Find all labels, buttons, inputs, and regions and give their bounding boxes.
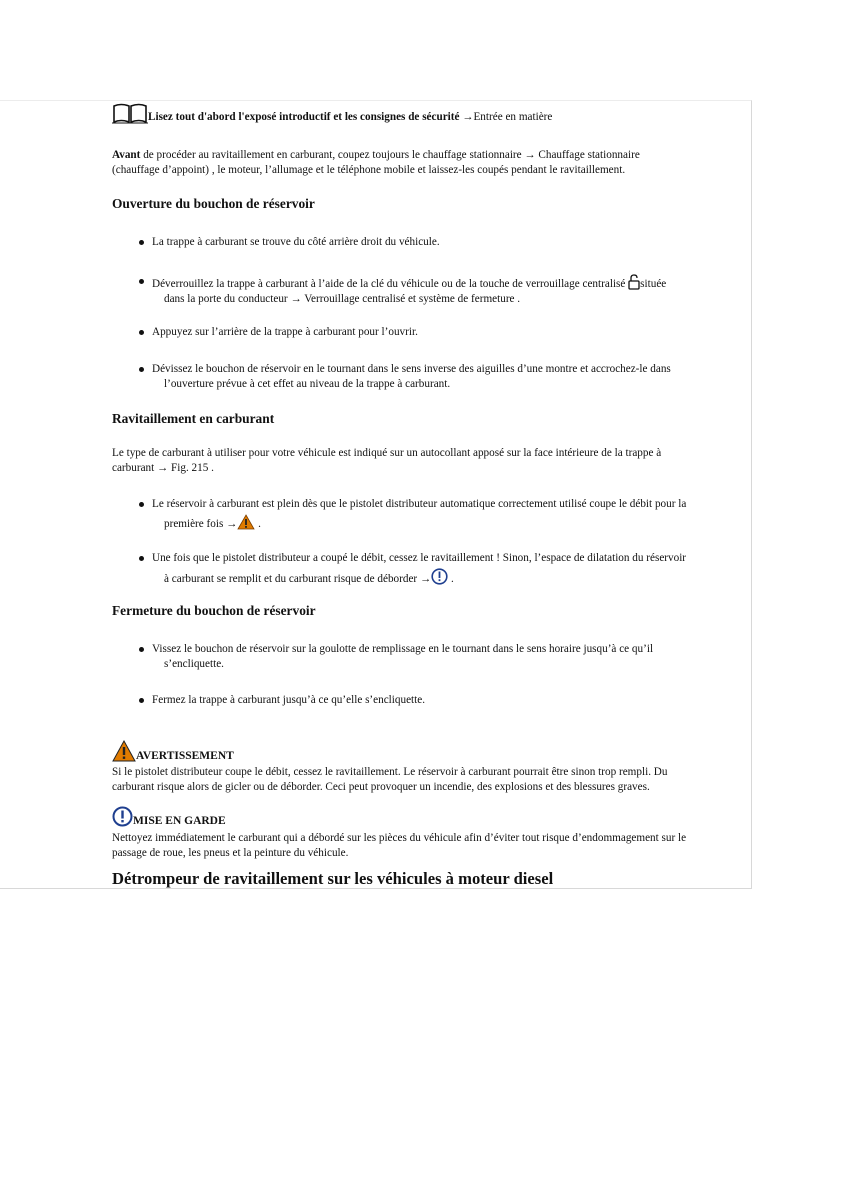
warning-line: carburant risque alors de gicler ou de déborder. Ceci peut provoquer un incendie, des explosions et des blessures graves.	[112, 781, 650, 793]
caution-icon	[112, 806, 133, 827]
section-title-ouverture: Ouverture du bouchon de réservoir	[112, 196, 315, 211]
bullet-dot	[139, 556, 144, 561]
caution-text	[112, 831, 686, 861]
section-title-detrompeur: Détrompeur de ravitaillement sur les véhicules à moteur diesel	[112, 869, 554, 888]
avant-bold: Avant	[112, 149, 141, 161]
bullet-text: Fermez la trappe à carburant jusqu’à ce qu’elle s’encliquette.	[152, 694, 426, 706]
bullet-text: La trappe à carburant se trouve du côté arrière droit du véhicule.	[152, 236, 440, 248]
list-item	[139, 362, 671, 392]
list-item	[139, 274, 666, 307]
unlock-icon	[628, 274, 640, 290]
avant-paragraph	[112, 148, 640, 178]
bullet-text: Appuyez sur l’arrière de la trappe à carburant pour l’ouvrir.	[152, 326, 418, 338]
bullet-dot	[139, 240, 144, 245]
bullet-text: .	[255, 518, 261, 530]
bullet-text: Dévissez le bouchon de réservoir en le tournant dans le sens inverse des aiguilles d’une montre et accrochez-le dans	[152, 363, 671, 375]
bullet-text: première fois →	[164, 518, 238, 530]
avant-line1: de procéder au ravitaillement en carburant, coupez toujours le chauffage stationnaire → Chauffage stationnaire	[140, 149, 640, 161]
list-item	[139, 325, 418, 340]
bullet-text: située	[640, 278, 667, 290]
section-title-fermeture: Fermeture du bouchon de réservoir	[112, 603, 316, 618]
list-item	[139, 693, 425, 708]
bullet-text: Une fois que le pistolet distributeur a coupé le débit, cessez le ravitaillement ! Sinon, l’espace de dilatation du réservoir	[152, 552, 687, 564]
bullet-dot	[139, 330, 144, 335]
bullet-dot	[139, 698, 144, 703]
intro-line	[112, 102, 552, 124]
bullet-text: Le réservoir à carburant est plein dès que le pistolet distributeur automatique correctement utilisé coupe le débit pour la	[152, 498, 687, 510]
bullet-dot	[139, 647, 144, 652]
bullet-text: Déverrouillez la trappe à carburant à l’aide de la clé du véhicule ou de la touche de verrouillage centralisé	[152, 278, 626, 290]
warning-title: AVERTISSEMENT	[136, 750, 234, 762]
section-title-ravitaillement: Ravitaillement en carburant	[112, 411, 275, 426]
bullet-text: l’ouverture prévue à cet effet au niveau de la trappe à carburant.	[164, 378, 451, 390]
warning-icon[interactable]	[237, 514, 255, 530]
bullet-text: Vissez le bouchon de réservoir sur la goulotte de remplissage en le tournant dans le sens horaire jusqu’à ce qu’il	[152, 643, 654, 655]
bullet-text: à carburant se remplit et du carburant risque de déborder →	[164, 573, 432, 585]
warning-header	[112, 740, 234, 762]
caution-icon[interactable]	[431, 568, 448, 585]
bullet-dot	[139, 279, 144, 284]
bullet-dot	[139, 502, 144, 507]
list-item	[139, 642, 653, 672]
caution-header	[112, 806, 226, 827]
intro-link[interactable]: →Entrée en matière	[462, 111, 553, 123]
bullet-text: s’encliquette.	[164, 658, 224, 670]
avant-line2: (chauffage d’appoint) , le moteur, l’allumage et le téléphone mobile et laissez-les coupés pendant le ravitaillement.	[112, 164, 626, 176]
caution-title: MISE EN GARDE	[133, 815, 226, 827]
list-item	[139, 551, 686, 587]
paragraph-line: carburant → Fig. 215 .	[112, 462, 214, 474]
book-icon	[112, 102, 148, 124]
bullet-text: dans la porte du conducteur → Verrouillage centralisé et système de fermeture .	[164, 293, 521, 305]
fuel-type-paragraph	[112, 446, 661, 476]
warning-line: Si le pistolet distributeur coupe le débit, cessez le ravitaillement. Le réservoir à carburant pourrait être sinon trop rempli. Du	[112, 766, 668, 778]
list-item	[139, 497, 686, 532]
warning-text	[112, 765, 667, 795]
paragraph-line: Le type de carburant à utiliser pour votre véhicule est indiqué sur un autocollant apposé sur la face intérieure de la trappe à	[112, 447, 662, 459]
bullet-dot	[139, 367, 144, 372]
warning-icon	[112, 740, 136, 762]
bullet-text: .	[448, 573, 454, 585]
caution-line: passage de roue, les pneus et la peinture du véhicule.	[112, 847, 349, 859]
caution-line: Nettoyez immédiatement le carburant qui a débordé sur les pièces du véhicule afin d’éviter tout risque d’endommagement sur le	[112, 832, 687, 844]
list-item	[139, 235, 440, 250]
intro-bold: Lisez tout d'abord l'exposé introductif et les consignes de sécurité	[148, 111, 460, 123]
